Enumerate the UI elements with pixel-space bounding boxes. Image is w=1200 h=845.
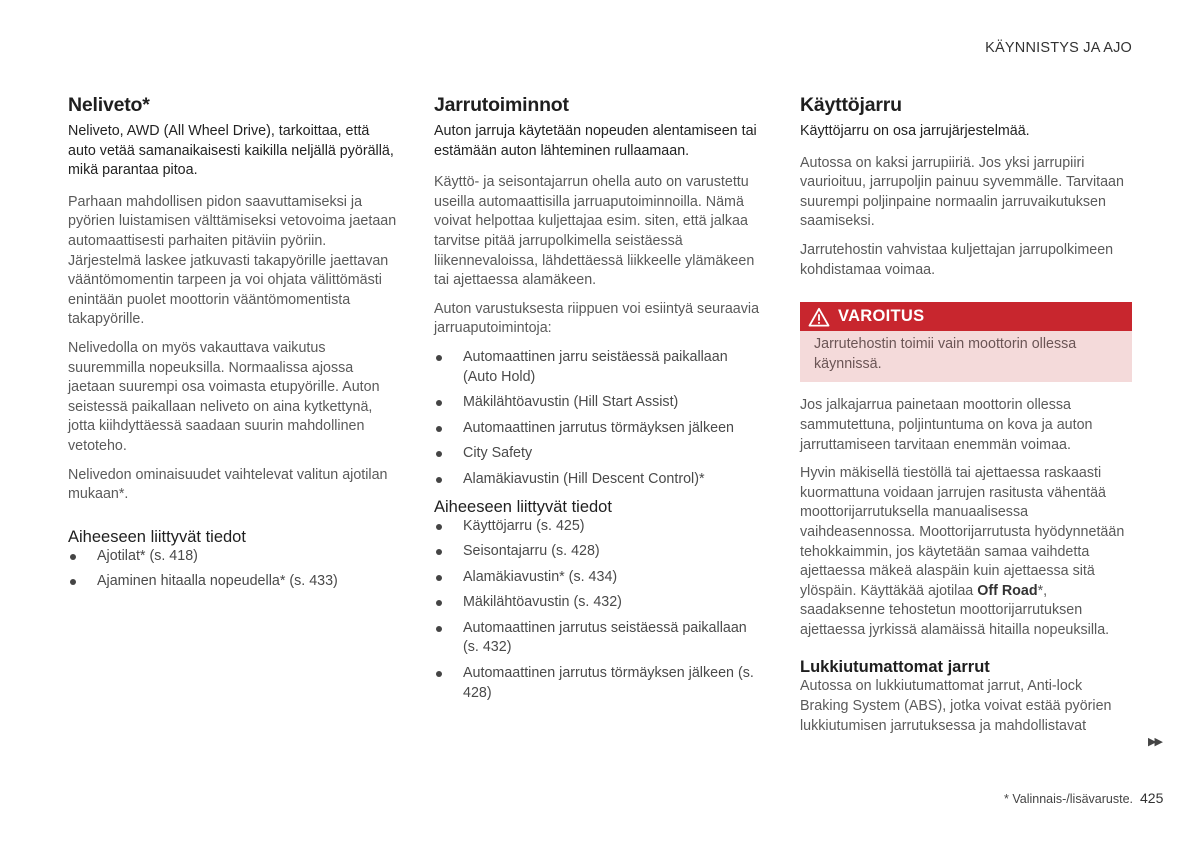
related-link[interactable]: Alamäkiavustin* (s. 434) <box>434 568 764 588</box>
paragraph: Jos jalkajarrua painetaan moottorin ollessa sammutettuna, poljintuntuma on kova ja auton jarruttamiseen tarvitaan enemmän voimaa. <box>800 397 1093 453</box>
bullet-icon <box>436 671 442 677</box>
related-link[interactable]: Käyttöjarru (s. 425) <box>434 517 764 537</box>
related-link[interactable]: Mäkilähtöavustin (s. 432) <box>434 593 764 613</box>
lead-jarrutoiminnot: Auton jarruja käytetään nopeuden alentamiseen tai estämään auton lähteminen rullaamaan. <box>434 123 757 159</box>
abs-heading: Lukkiutumattomat jarrut <box>800 658 990 677</box>
related-link[interactable]: Ajotilat* (s. 418) <box>68 547 398 567</box>
warning-triangle-icon <box>808 307 830 327</box>
bullet-icon <box>436 549 442 555</box>
related-heading: Aiheeseen liittyvät tiedot <box>434 497 612 516</box>
warning-header <box>800 302 1132 331</box>
bullet-icon <box>436 626 442 632</box>
column-jarrutoiminnot <box>434 94 764 709</box>
warning-text: Jarrutehostin toimii vain moottorin ollessa käynnissä. <box>800 331 1132 382</box>
paragraph: Jarrutehostin vahvistaa kuljettajan jarrupolkimeen kohdistamaa voimaa. <box>800 241 1114 278</box>
related-list <box>68 547 398 592</box>
continue-arrows-icon: ▶▶ <box>1148 736 1161 748</box>
related-link[interactable]: Automaattinen jarrutus törmäyksen jälkeen (s. 428) <box>434 664 764 703</box>
list-item: Mäkilähtöavustin (Hill Start Assist) <box>434 393 764 413</box>
related-heading: Aiheeseen liittyvät tiedot <box>68 527 246 546</box>
function-list <box>434 348 764 490</box>
bullet-icon <box>436 426 442 432</box>
paragraph: Parhaan mahdollisen pidon saavuttamiseksi ja pyörien luistamisen välttämiseksi vetovoima jaetaan automaattisesti parhaiten pitäviin pyöriin. Järjestelmä laskee jatkuvasti takapyörille jaettavan vääntömomentin tarpeen ja voi ohjata välittömästi enintään puolet moottorin vääntömomentista takapyörille. <box>68 193 397 328</box>
bullet-icon <box>436 451 442 457</box>
paragraph: Käyttö- ja seisontajarrun ohella auto on varustettu useilla automaattisilla jarruaputoiminnoilla. Nämä voivat helpottaa kuljettajaa esim. siten, että jalkaa tarvitse pitää jarrupolkimella seistäessä liikennevaloissa, lähdettäessä liikkeelle ylämäkeen tai ajettaessa alamäkeen. <box>434 174 755 289</box>
paragraph-engine-braking: Hyvin mäkisellä tiestöllä tai ajettaessa raskaasti kuormattuna voidaan jarrujen rasitusta vähentää moottorijarrutuksella manuaalisessa vaihdeasennossa. Moottorijarrutusta hyödynnetään tehokkaimmin, jos käytetään samaa vaihdetta ajettaessa mäkeä alaspäin kuin ajettaessa sitä ylöspäin. Käyttäkää ajotilaa Off Road*, saadaksenne tehostetun moottorijarrutuksen ajettaessa jyrkissä alamäissä hitailla nopeuksilla. <box>800 465 1125 638</box>
bullet-icon <box>436 400 442 406</box>
list-item: Automaattinen jarru seistäessä paikallaan (Auto Hold) <box>434 348 764 387</box>
paragraph: Autossa on kaksi jarrupiiriä. Jos yksi jarrupiiri vaurioituu, jarrupoljin painuu syvemmälle. Tarvitaan suurempi poljinpaine normaalin jarruvaikutuksen saamiseksi. <box>800 154 1124 230</box>
bullet-icon <box>436 600 442 606</box>
paragraph: Nelivedon ominaisuudet vaihtelevat valitun ajotilan mukaan*. <box>68 466 388 503</box>
bullet-icon <box>436 575 442 581</box>
warning-title: VAROITUS <box>838 307 925 326</box>
paragraph: Nelivedolla on myös vakauttava vaikutus suuremmilla nopeuksilla. Normaalissa ajossa jaetaan suurempi osa voimasta etupyörille. Auton seistessä paikallaan neliveto on aina kytkettynä, jotta kiihdyttäessä saadaan suurin mahdollinen vetoteho. <box>68 339 380 454</box>
list-item: City Safety <box>434 444 764 464</box>
related-link[interactable]: Ajaminen hitaalla nopeudella* (s. 433) <box>68 572 398 592</box>
paragraph-abs: Autossa on lukkiutumattomat jarrut, Anti-lock Braking System (ABS), jotka voivat estää pyörien lukkiutumisen jarrutuksessa ja mahdollistavat <box>800 678 1112 734</box>
footnote: * Valinnais-/lisävaruste. <box>1004 792 1133 806</box>
lead-neliveto: Neliveto, AWD (All Wheel Drive), tarkoittaa, että auto vetää samanaikaisesti kaikilla neljällä pyörällä, mikä parantaa pitoa. <box>68 123 394 179</box>
warning-box <box>800 302 1132 382</box>
page-number: 425 <box>1140 790 1164 806</box>
bullet-icon <box>436 477 442 483</box>
paragraph: Auton varustuksesta riippuen voi esiintyä seuraavia jarruaputoimintoja: <box>434 300 760 337</box>
heading-neliveto: Neliveto* <box>68 94 150 116</box>
related-link[interactable]: Seisontajarru (s. 428) <box>434 542 764 562</box>
heading-kayttojarru: Käyttöjarru <box>800 94 902 116</box>
list-item: Automaattinen jarrutus törmäyksen jälkeen <box>434 419 764 439</box>
bullet-icon <box>70 579 76 585</box>
related-link[interactable]: Automaattinen jarrutus seistäessä paikallaan (s. 432) <box>434 619 764 658</box>
drive-mode-off-road: Off Road <box>977 582 1038 599</box>
column-kayttojarru <box>800 94 1132 745</box>
related-list <box>434 517 764 704</box>
lead-kayttojarru: Käyttöjarru on osa jarrujärjestelmää. <box>800 123 1030 139</box>
list-item: Alamäkiavustin (Hill Descent Control)* <box>434 470 764 490</box>
bullet-icon <box>70 554 76 560</box>
column-neliveto <box>68 94 398 598</box>
section-header: KÄYNNISTYS JA AJO <box>985 40 1132 56</box>
heading-jarrutoiminnot: Jarrutoiminnot <box>434 94 569 116</box>
bullet-icon <box>436 355 442 361</box>
bullet-icon <box>436 524 442 530</box>
